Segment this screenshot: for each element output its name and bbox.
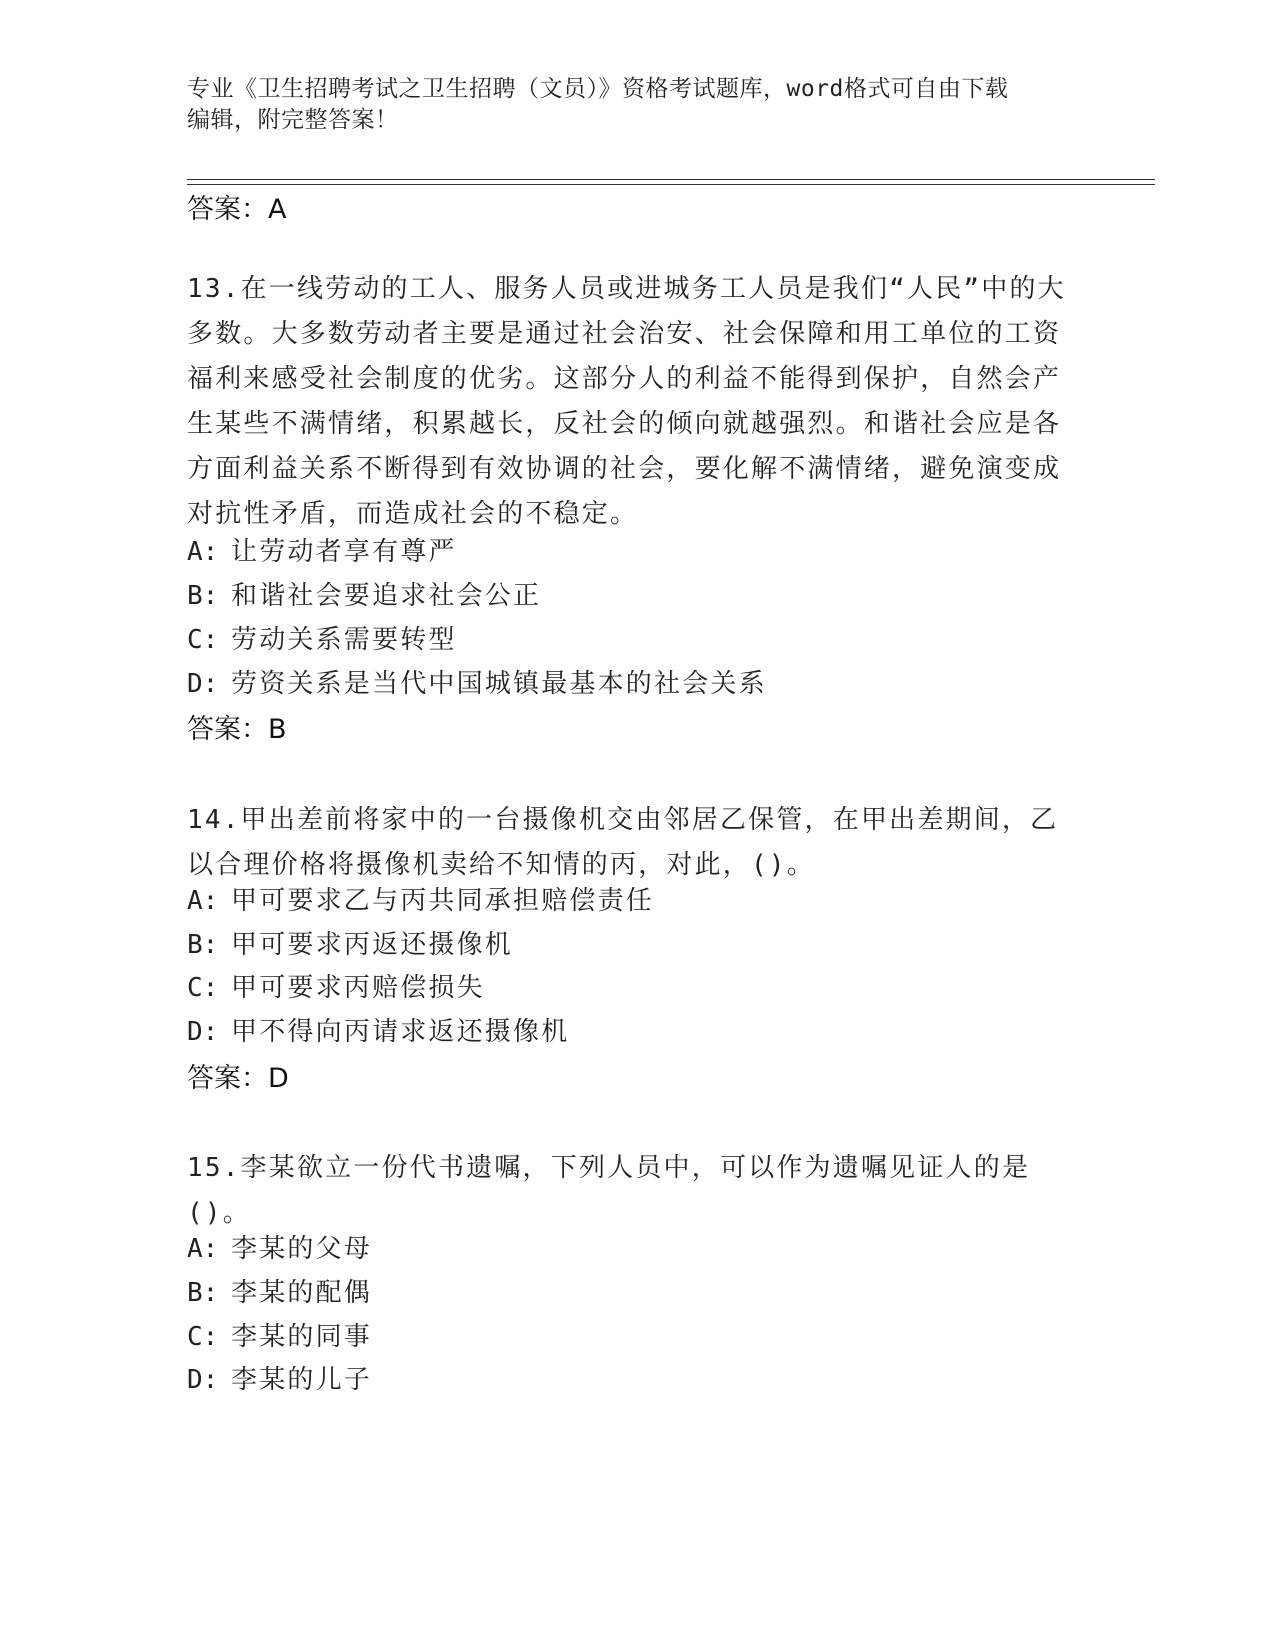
option-text: 劳动关系需要转型 (231, 625, 457, 655)
option-letter: A: (187, 1234, 219, 1264)
question-13-option-d (187, 668, 767, 700)
option-letter: B: (187, 581, 219, 611)
question-13-option-a (187, 536, 457, 568)
document-header (187, 74, 1067, 136)
option-letter: C: (187, 973, 219, 1003)
option-text: 劳资关系是当代中国城镇最基本的社会关系 (231, 669, 767, 699)
option-letter: C: (187, 1322, 219, 1352)
option-text: 甲不得向丙请求返还摄像机 (231, 1017, 570, 1047)
option-letter: B: (187, 930, 219, 960)
option-text: 让劳动者享有尊严 (231, 537, 457, 567)
question-14-text: 14.甲出差前将家中的一台摄像机交由邻居乙保管，在甲出差期间，乙以合理价格将摄像机卖给不知情的丙，对此，()。 (187, 805, 1059, 880)
header-divider-bottom (187, 184, 1155, 185)
option-text: 甲可要求丙赔偿损失 (231, 973, 485, 1003)
option-text: 甲可要求丙返还摄像机 (231, 930, 514, 960)
question-14-option-b (187, 929, 513, 961)
option-letter: A: (187, 886, 219, 916)
question-13-option-b (187, 580, 541, 612)
option-text: 甲可要求乙与丙共同承担赔偿责任 (231, 886, 655, 916)
option-text: 李某的同事 (231, 1322, 373, 1352)
question-14-answer: 答案：D (187, 1063, 289, 1094)
answer-previous: 答案：A (187, 194, 287, 225)
option-text: 和谐社会要追求社会公正 (231, 581, 542, 611)
option-text: 李某的配偶 (231, 1278, 373, 1308)
question-15-option-c (187, 1321, 372, 1353)
option-letter: A: (187, 537, 219, 567)
question-15-option-a (187, 1233, 372, 1265)
question-15-option-b (187, 1277, 372, 1309)
option-text: 李某的父母 (231, 1234, 373, 1264)
option-text: 李某的儿子 (231, 1365, 373, 1395)
question-13-option-c (187, 624, 457, 656)
header-divider-top (187, 179, 1155, 180)
option-letter: C: (187, 625, 219, 655)
option-letter: D: (187, 1017, 219, 1047)
question-13-answer: 答案：B (187, 714, 287, 745)
question-14-option-d (187, 1016, 569, 1048)
header-line-2: 编辑，附完整答案！ (187, 107, 399, 133)
question-15-option-d (187, 1364, 372, 1396)
option-letter: B: (187, 1278, 219, 1308)
option-letter: D: (187, 669, 219, 699)
header-line-1: 专业《卫生招聘考试之卫生招聘（文员）》资格考试题库，word格式可自由下载 (187, 76, 1009, 102)
question-14-option-c (187, 972, 485, 1004)
option-letter: D: (187, 1365, 219, 1395)
question-14-option-a (187, 885, 654, 917)
question-15-text: 15.李某欲立一份代书遗嘱，下列人员中，可以作为遗嘱见证人的是()。 (187, 1153, 1031, 1228)
question-13-text: 13.在一线劳动的工人、服务人员或进城务工人员是我们“人民”中的大多数。大多数劳动者主要是通过社会治安、社会保障和用工单位的工资福利来感受社会制度的优劣。这部分人的利益不能得到保护，自然会产生某些不满情绪，积累越长，反社会的倾向就越强烈。和谐社会应是各方面利益关系不断得到有效协调的社会，要化解不满情绪，避免演变成对抗性矛盾，而造成社会的不稳定。 (187, 274, 1066, 529)
